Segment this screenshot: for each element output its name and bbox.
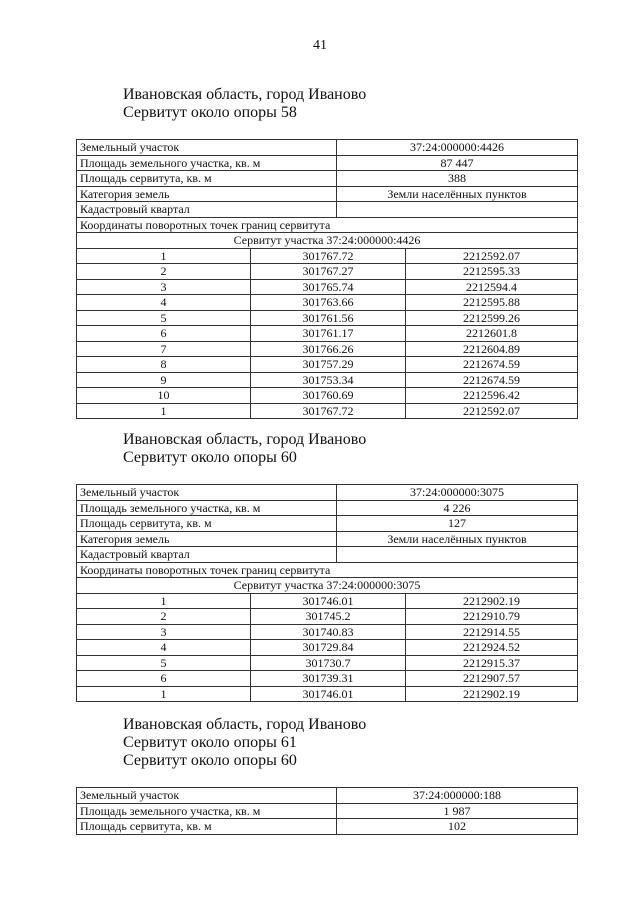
point-row xyxy=(77,686,578,702)
point-number: 6 xyxy=(77,671,251,687)
point-y: 2212604.89 xyxy=(406,341,578,357)
heading-servitude: Сервитут около опоры 58 xyxy=(123,104,297,121)
info-value: 102 xyxy=(337,819,578,835)
point-y: 2212907.57 xyxy=(406,671,578,687)
point-number: 7 xyxy=(77,341,251,357)
info-value: 37:24:000000:188 xyxy=(337,788,578,804)
heading-region: Ивановская область, город Иваново xyxy=(123,431,367,448)
info-value: 127 xyxy=(337,516,578,532)
info-row xyxy=(77,547,578,563)
point-y: 2212594.4 xyxy=(406,279,578,295)
point-row xyxy=(77,593,578,609)
point-row xyxy=(77,310,578,326)
subtitle-row xyxy=(77,578,578,594)
point-x: 301740.83 xyxy=(251,624,406,640)
info-label: Категория земель xyxy=(77,531,337,547)
info-row xyxy=(77,516,578,532)
info-label: Земельный участок xyxy=(77,140,337,156)
info-value: 1 987 xyxy=(337,803,578,819)
point-x: 301767.72 xyxy=(251,248,406,264)
heading-servitude: Сервитут около опоры 61 xyxy=(123,734,297,751)
point-y: 2212595.88 xyxy=(406,295,578,311)
subtitle-row xyxy=(77,233,578,249)
point-number: 3 xyxy=(77,279,251,295)
info-value xyxy=(337,202,578,218)
point-row xyxy=(77,609,578,625)
point-y: 2212910.79 xyxy=(406,609,578,625)
point-y: 2212674.59 xyxy=(406,357,578,373)
info-label: Земельный участок xyxy=(77,788,337,804)
servitude-table xyxy=(76,484,578,702)
heading-region: Ивановская область, город Иваново xyxy=(123,716,367,733)
point-y: 2212601.8 xyxy=(406,326,578,342)
info-label: Кадастровый квартал xyxy=(77,202,337,218)
point-number: 5 xyxy=(77,655,251,671)
info-label: Категория земель xyxy=(77,186,337,202)
info-label: Площадь земельного участка, кв. м xyxy=(77,803,337,819)
point-y: 2212902.19 xyxy=(406,686,578,702)
info-row xyxy=(77,788,578,804)
info-value xyxy=(337,547,578,563)
coords-title: Координаты поворотных точек границ сервитута xyxy=(77,562,578,578)
heading-servitude: Сервитут около опоры 60 xyxy=(123,449,297,466)
info-value: Земли населённых пунктов xyxy=(337,531,578,547)
point-x: 301767.27 xyxy=(251,264,406,280)
info-value: 87 447 xyxy=(337,155,578,171)
point-number: 1 xyxy=(77,686,251,702)
page-number: 41 xyxy=(313,38,327,53)
point-number: 10 xyxy=(77,388,251,404)
point-row xyxy=(77,357,578,373)
point-x: 301757.29 xyxy=(251,357,406,373)
section-heading xyxy=(123,431,366,467)
point-y: 2212914.55 xyxy=(406,624,578,640)
point-row xyxy=(77,640,578,656)
servitude-subtitle: Сервитут участка 37:24:000000:3075 xyxy=(77,578,578,594)
point-row xyxy=(77,264,578,280)
point-number: 9 xyxy=(77,372,251,388)
point-x: 301745.2 xyxy=(251,609,406,625)
point-number: 6 xyxy=(77,326,251,342)
point-y: 2212599.26 xyxy=(406,310,578,326)
info-row xyxy=(77,531,578,547)
point-row xyxy=(77,403,578,419)
point-x: 301765.74 xyxy=(251,279,406,295)
point-row xyxy=(77,388,578,404)
heading-servitude: Сервитут около опоры 60 xyxy=(123,752,297,769)
info-row xyxy=(77,140,578,156)
info-label: Площадь земельного участка, кв. м xyxy=(77,500,337,516)
point-number: 4 xyxy=(77,295,251,311)
info-value: Земли населённых пунктов xyxy=(337,186,578,202)
point-number: 1 xyxy=(77,248,251,264)
point-row xyxy=(77,372,578,388)
servitude-subtitle: Сервитут участка 37:24:000000:4426 xyxy=(77,233,578,249)
section-heading xyxy=(123,86,366,122)
point-y: 2212902.19 xyxy=(406,593,578,609)
point-x: 301760.69 xyxy=(251,388,406,404)
info-value: 4 226 xyxy=(337,500,578,516)
point-row xyxy=(77,326,578,342)
point-y: 2212924.52 xyxy=(406,640,578,656)
point-x: 301767.72 xyxy=(251,403,406,419)
info-label: Площадь сервитута, кв. м xyxy=(77,819,337,835)
point-y: 2212915.37 xyxy=(406,655,578,671)
info-row xyxy=(77,155,578,171)
info-value: 388 xyxy=(337,171,578,187)
point-x: 301746.01 xyxy=(251,686,406,702)
point-row xyxy=(77,295,578,311)
info-row xyxy=(77,819,578,835)
coords-title: Координаты поворотных точек границ сервитута xyxy=(77,217,578,233)
point-row xyxy=(77,341,578,357)
info-row xyxy=(77,803,578,819)
point-number: 1 xyxy=(77,593,251,609)
info-label: Площадь сервитута, кв. м xyxy=(77,516,337,532)
point-y: 2212595.33 xyxy=(406,264,578,280)
info-row xyxy=(77,485,578,501)
info-row xyxy=(77,202,578,218)
point-y: 2212592.07 xyxy=(406,248,578,264)
point-row xyxy=(77,279,578,295)
heading-region: Ивановская область, город Иваново xyxy=(123,86,367,103)
point-number: 2 xyxy=(77,264,251,280)
point-x: 301739.31 xyxy=(251,671,406,687)
section-heading xyxy=(123,716,366,770)
info-label: Площадь земельного участка, кв. м xyxy=(77,155,337,171)
point-row xyxy=(77,655,578,671)
info-label: Земельный участок xyxy=(77,485,337,501)
point-number: 3 xyxy=(77,624,251,640)
point-number: 1 xyxy=(77,403,251,419)
info-label: Площадь сервитута, кв. м xyxy=(77,171,337,187)
point-number: 2 xyxy=(77,609,251,625)
point-number: 5 xyxy=(77,310,251,326)
point-y: 2212592.07 xyxy=(406,403,578,419)
point-y: 2212674.59 xyxy=(406,372,578,388)
info-row xyxy=(77,186,578,202)
point-x: 301761.56 xyxy=(251,310,406,326)
info-row xyxy=(77,171,578,187)
coords-title-row xyxy=(77,562,578,578)
info-row xyxy=(77,500,578,516)
point-x: 301746.01 xyxy=(251,593,406,609)
info-value: 37:24:000000:3075 xyxy=(337,485,578,501)
info-value: 37:24:000000:4426 xyxy=(337,140,578,156)
point-x: 301761.17 xyxy=(251,326,406,342)
point-row xyxy=(77,624,578,640)
coords-title-row xyxy=(77,217,578,233)
point-number: 8 xyxy=(77,357,251,373)
point-y: 2212596.42 xyxy=(406,388,578,404)
point-row xyxy=(77,671,578,687)
info-label: Кадастровый квартал xyxy=(77,547,337,563)
point-x: 301753.34 xyxy=(251,372,406,388)
point-x: 301763.66 xyxy=(251,295,406,311)
point-x: 301730.7 xyxy=(251,655,406,671)
point-row xyxy=(77,248,578,264)
point-x: 301766.26 xyxy=(251,341,406,357)
servitude-table xyxy=(76,139,578,419)
servitude-table xyxy=(76,787,578,835)
point-x: 301729.84 xyxy=(251,640,406,656)
point-number: 4 xyxy=(77,640,251,656)
